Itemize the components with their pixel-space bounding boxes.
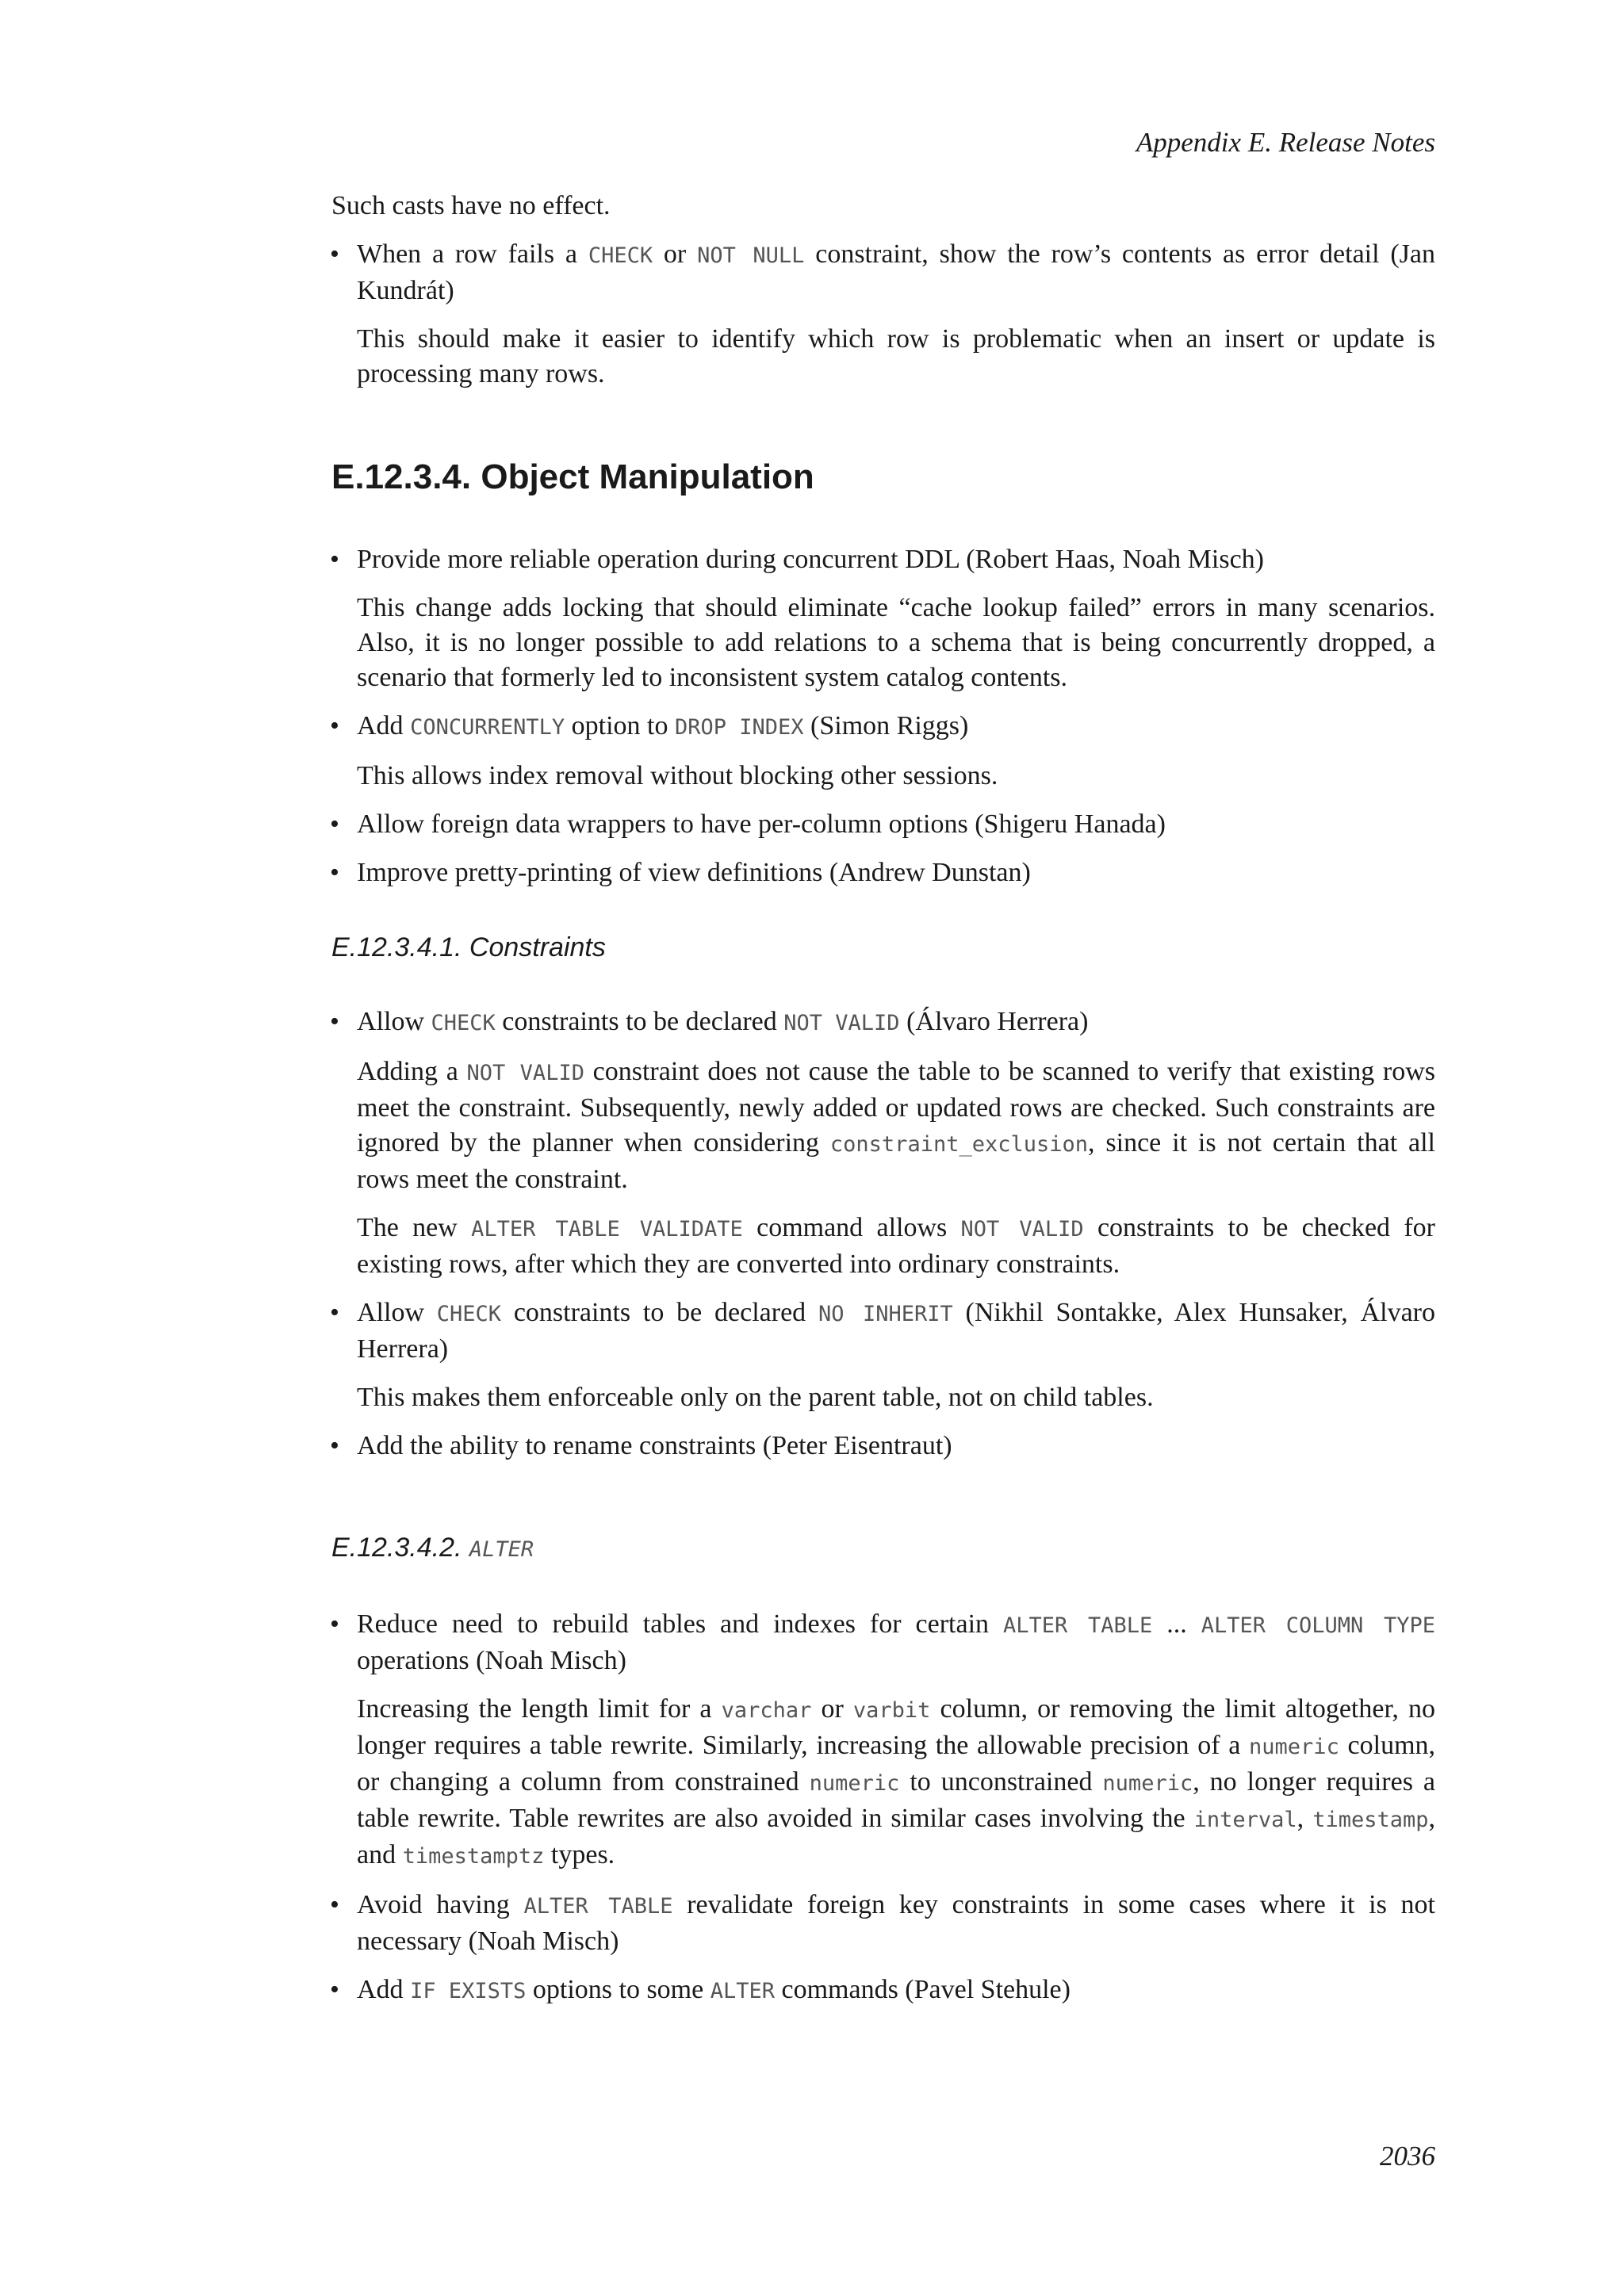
- list-item: [357, 542, 1435, 695]
- list-item: [357, 1607, 1435, 1874]
- list-item: [357, 1429, 1435, 1464]
- code-alter-table: ALTER TABLE: [523, 1894, 673, 1919]
- code-drop-index: DROP INDEX: [674, 715, 804, 740]
- continuation-paragraph: Such casts have no effect.: [331, 191, 611, 220]
- item-description: The new ALTER TABLE VALIDATE command allows NOT VALID constraints to be checked for existing rows, after which they are converted into ordinary constraints.: [357, 1213, 1435, 1279]
- code-interval: interval: [1193, 1808, 1297, 1832]
- subsection-title-alter: E.12.3.4.2. ALTER: [331, 1533, 534, 1563]
- constraints-list: [331, 1004, 1435, 1464]
- code-check: CHECK: [588, 243, 653, 268]
- code-numeric: numeric: [1102, 1771, 1193, 1796]
- intro-list: [331, 237, 1435, 392]
- code-if-exists: IF EXISTS: [410, 1979, 527, 2003]
- list-item: [357, 1973, 1435, 2009]
- item-text: • Provide more reliable operation during concurrent DDL (Robert Haas, Noah Misch): [357, 545, 1264, 574]
- item-description: Adding a NOT VALID constraint does not cause the table to be scanned to verify that existing rows meet the constraint. Subsequently, newly added or updated rows are checked. Such constraints are ignored by the planner when considering constraint_exclusion, since it is not certain that all rows meet the constraint.: [357, 1057, 1435, 1194]
- list-item: [357, 1888, 1435, 1959]
- code-varbit: varbit: [852, 1698, 931, 1723]
- page-number: 2036: [1380, 2141, 1435, 2172]
- item-description: This allows index removal without blocking other sessions.: [357, 761, 998, 790]
- subsection-title-constraints: E.12.3.4.1. Constraints: [331, 932, 606, 962]
- code-check: CHECK: [431, 1011, 496, 1035]
- item-description: This makes them enforceable only on the parent table, not on child tables.: [357, 1383, 1154, 1412]
- item-description: This change adds locking that should eliminate “cache lookup failed” errors in many scenarios. Also, it is no longer possible to add relations to a schema that is being concurrently dropped, a scenario that formerly led to inconsistent system catalog contents.: [357, 593, 1435, 692]
- item-text: • Add IF EXISTS options to some ALTER commands (Pavel Stehule): [357, 1975, 1071, 2004]
- code-not-null: NOT NULL: [697, 243, 805, 268]
- item-description: Increasing the length limit for a varchar or varbit column, or removing the limit altogether, no longer requires a table rewrite. Similarly, increasing the allowable precision of a numeric column, or changing a column from constrained numeric to unconstrained numeric, no longer requires a table rewrite. Table rewrites are also avoided in similar cases involving the interval, timestamp, and timestamptz types.: [357, 1694, 1436, 1869]
- item-text: • Reduce need to rebuild tables and indexes for certain ALTER TABLE ... ALTER COLUMN TYPE operations (Noah Misch): [357, 1609, 1435, 1675]
- item-text: • When a row fails a CHECK or NOT NULL constraint, show the row’s contents as error detail (Jan Kundrát): [357, 239, 1436, 305]
- alter-list: [331, 1607, 1435, 2009]
- item-text: • Allow foreign data wrappers to have per-column options (Shigeru Hanada): [357, 809, 1166, 839]
- list-item: [357, 709, 1435, 794]
- code-alter-table-validate: ALTER TABLE VALIDATE: [471, 1217, 743, 1242]
- item-text: • Allow CHECK constraints to be declared NO INHERIT (Nikhil Sontakke, Alex Hunsaker, Álvaro Herrera): [357, 1298, 1435, 1364]
- list-item: [357, 1295, 1435, 1415]
- code-varchar: varchar: [721, 1698, 812, 1723]
- list-item: [357, 237, 1435, 392]
- section-title: E.12.3.4. Object Manipulation: [331, 457, 814, 496]
- code-timestamptz: timestamptz: [402, 1844, 545, 1869]
- code-not-valid: NOT VALID: [466, 1061, 584, 1085]
- list-item: [357, 807, 1435, 842]
- code-alter: ALTER: [710, 1979, 775, 2003]
- object-manipulation-list: [331, 542, 1435, 890]
- code-timestamp: timestamp: [1312, 1808, 1429, 1832]
- item-text: • Add the ability to rename constraints (Peter Eisentraut): [357, 1431, 952, 1460]
- code-not-valid: NOT VALID: [960, 1217, 1084, 1242]
- item-text: • Improve pretty-printing of view definitions (Andrew Dunstan): [357, 858, 1031, 887]
- item-text: • Allow CHECK constraints to be declared NOT VALID (Álvaro Herrera): [357, 1007, 1089, 1036]
- code-alter: ALTER: [469, 1537, 534, 1562]
- code-alter-column-type: ALTER COLUMN TYPE: [1201, 1613, 1435, 1638]
- list-item: [357, 1004, 1435, 1282]
- page-content: [331, 189, 1435, 2022]
- code-concurrently: CONCURRENTLY: [410, 715, 565, 740]
- list-item: [357, 855, 1435, 890]
- running-header: Appendix E. Release Notes: [1136, 127, 1435, 158]
- code-check: CHECK: [436, 1302, 502, 1326]
- code-no-inherit: NO INHERIT: [818, 1302, 953, 1326]
- code-not-valid: NOT VALID: [783, 1011, 900, 1035]
- code-numeric: numeric: [1249, 1735, 1339, 1759]
- code-alter-table: ALTER TABLE: [1003, 1613, 1153, 1638]
- item-text: • Add CONCURRENTLY option to DROP INDEX (Simon Riggs): [357, 711, 969, 740]
- item-description: This should make it easier to identify which row is problematic when an insert or update is processing many rows.: [357, 324, 1435, 388]
- code-constraint-exclusion: constraint_exclusion: [829, 1132, 1089, 1157]
- item-text: • Avoid having ALTER TABLE revalidate foreign key constraints in some cases where it is not necessary (Noah Misch): [357, 1890, 1435, 1956]
- code-numeric: numeric: [809, 1771, 900, 1796]
